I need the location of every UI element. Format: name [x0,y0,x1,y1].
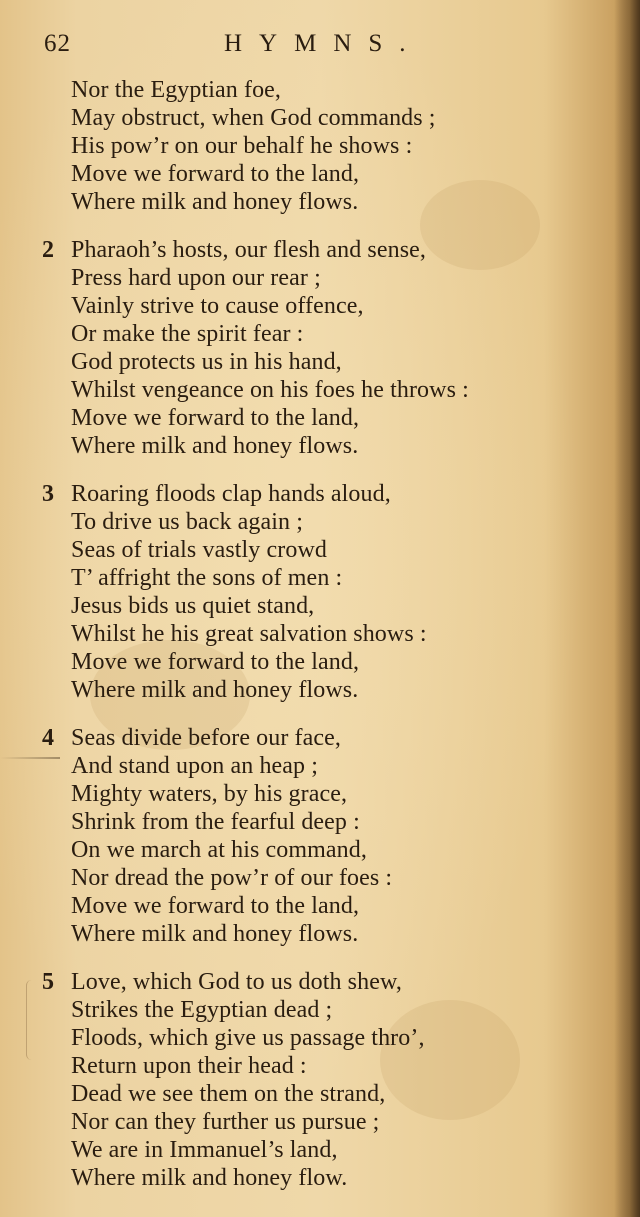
stanza-number: 4 [42,725,54,751]
running-head: HYMNS. [224,30,423,57]
verse-line: Press hard upon our rear ; [71,265,321,291]
binding-shadow [614,0,640,1217]
stanza-number: 5 [42,969,54,995]
stanza-2 [40,236,600,460]
verse-line: Nor can they further us pursue ; [71,1109,380,1135]
page-header [44,30,584,64]
verse-line: To drive us back again ; [71,509,303,535]
verse-line: T’ affright the sons of men : [71,565,343,591]
verse-line: Whilst he his great salvation shows : [71,621,427,647]
verse-line: We are in Immanuel’s land, [71,1137,338,1163]
verse-line: Vainly strive to cause offence, [71,293,364,319]
verse-line: On we march at his command, [71,837,367,863]
verse-line: Or make the spirit fear : [71,321,304,347]
verse-line: Dead we see them on the strand, [71,1081,386,1107]
verse-line: His pow’r on our behalf he shows : [71,133,413,159]
verse-line: Return upon their head : [71,1053,307,1079]
verse-line: Strikes the Egyptian dead ; [71,997,333,1023]
page-number: 62 [44,30,71,57]
verse-line: Nor dread the pow’r of our foes : [71,865,393,891]
stanza-number: 3 [42,481,54,507]
verse-line: Love, which God to us doth shew, [71,969,402,995]
verse-line: Move we forward to the land, [71,405,360,431]
verse-line: Jesus bids us quiet stand, [71,593,315,619]
stanza-3 [40,480,600,704]
verse-line: Seas of trials vastly crowd [71,537,327,563]
verse-line: Whilst vengeance on his foes he throws : [71,377,469,403]
verse-line: Shrink from the fearful deep : [71,809,360,835]
verse-line: And stand upon an heap ; [71,753,319,779]
stanza-number: 2 [42,237,54,263]
verse-line: Seas divide before our face, [71,725,342,751]
verse-line: Roaring floods clap hands aloud, [71,481,391,507]
verse-line: Where milk and honey flows. [71,433,359,459]
verse-line: Floods, which give us passage thro’, [71,1025,425,1051]
verse-line: Pharaoh’s hosts, our flesh and sense, [71,237,426,263]
verse-line: Where milk and honey flows. [71,921,359,947]
stanza-5 [40,968,600,1192]
verse-line: Where milk and honey flows. [71,189,359,215]
hymn-text [40,76,600,1212]
verse-line: Move we forward to the land, [71,893,360,919]
verse-line: Where milk and honey flows. [71,677,359,703]
verse-line: May obstruct, when God commands ; [71,105,436,131]
stanza-4 [40,724,600,948]
stanza-1 [40,76,600,216]
verse-line: Move we forward to the land, [71,649,360,675]
verse-line: Move we forward to the land, [71,161,360,187]
verse-line: Nor the Egyptian foe, [71,77,282,103]
verse-line: Where milk and honey flow. [71,1165,348,1191]
verse-line: God protects us in his hand, [71,349,342,375]
margin-bracket [26,980,37,1060]
verse-line: Mighty waters, by his grace, [71,781,348,807]
